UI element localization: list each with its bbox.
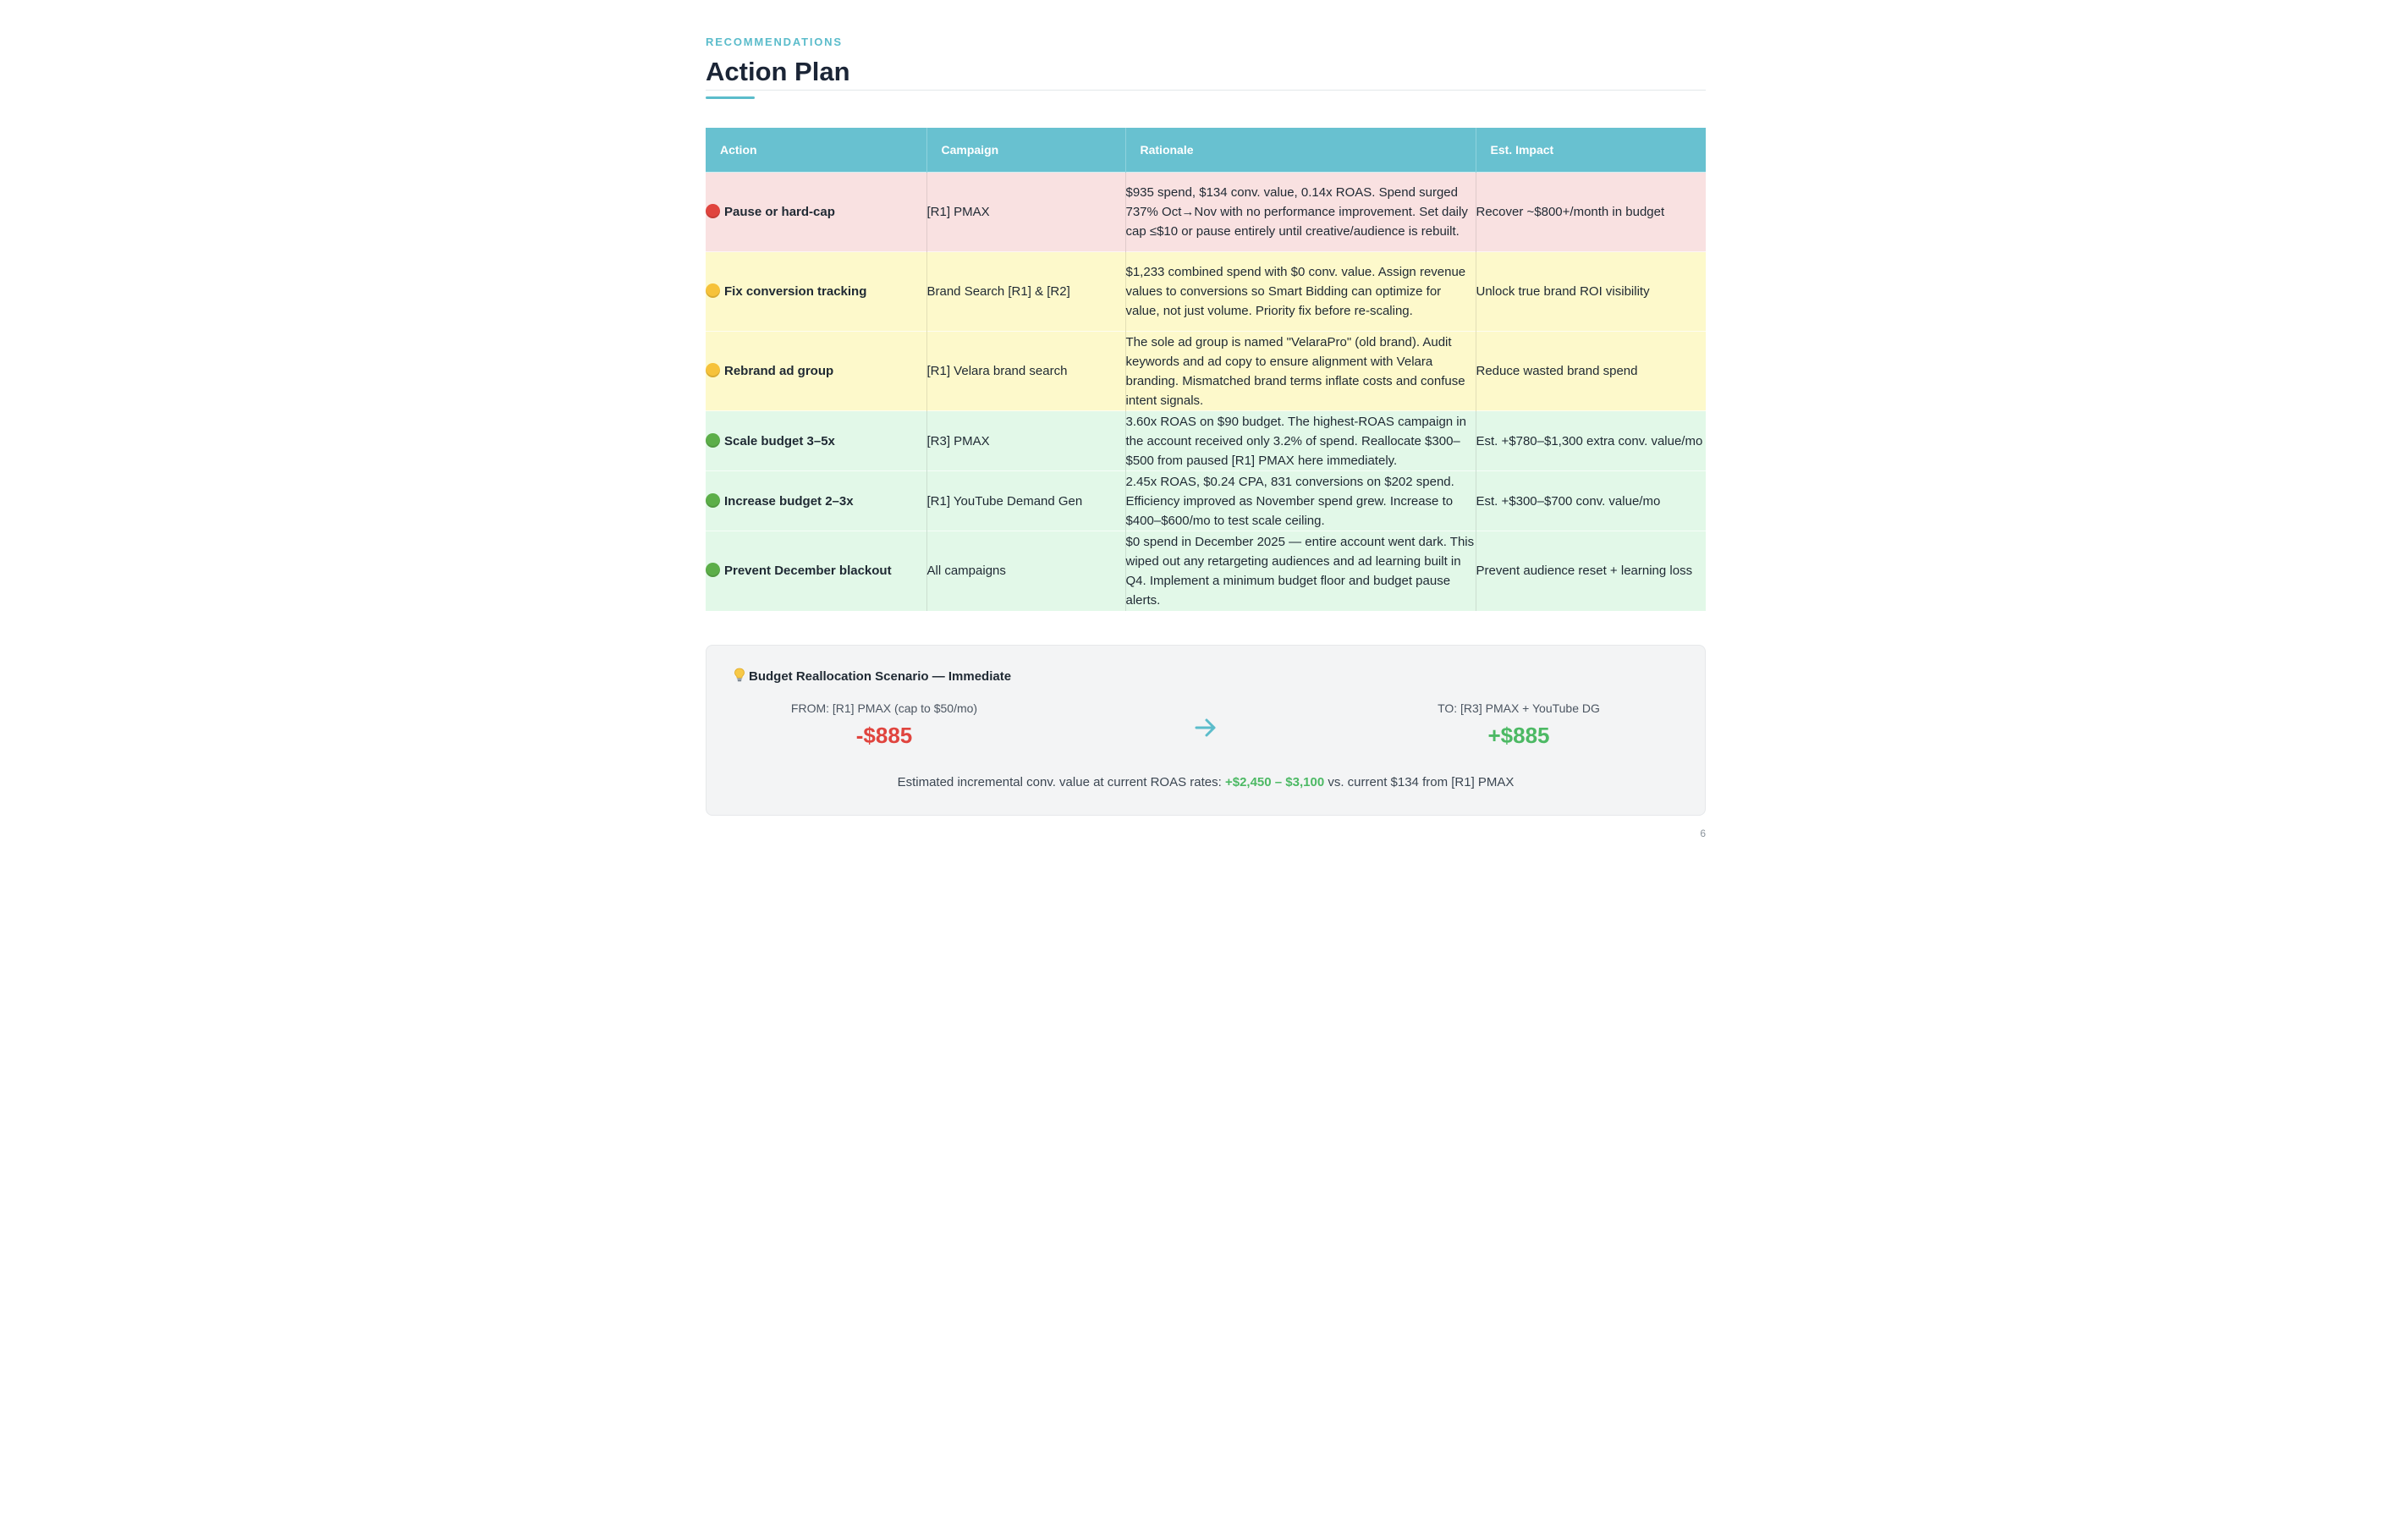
table-row (706, 411, 1706, 471)
action-cell (706, 252, 926, 332)
from-amount: -$885 (855, 722, 913, 748)
to-label: TO: [R3] PMAX + YouTube DG (1438, 701, 1600, 715)
impact-cell: Unlock true brand ROI visibility (1476, 252, 1706, 332)
campaign-cell: [R1] Velara brand search (926, 332, 1125, 411)
rationale-cell: 3.60x ROAS on $90 budget. The highest-ROAS campaign in the account received only 3.2% of spend. Reallocate $300–$500 from paused [R1] PMAX here immediately. (1125, 411, 1476, 471)
budget-reallocation-card (706, 645, 1706, 816)
rationale-cell: $0 spend in December 2025 — entire account went dark. This wiped out any retargeting audiences and ad learning built in Q4. Implement a minimum budget floor and budget pause alerts. (1125, 531, 1476, 611)
rationale-cell: $1,233 combined spend with $0 conv. value. Assign revenue values to conversions so Smart Bidding can optimize for value, not just volume. Priority fix before re-scaling. (1125, 252, 1476, 332)
action-plan-table (706, 128, 1706, 611)
title-accent-underline (706, 96, 755, 99)
column-header-rationale: Rationale (1125, 128, 1476, 173)
campaign-cell: Brand Search [R1] & [R2] (926, 252, 1125, 332)
action-cell (706, 173, 926, 252)
action-label: Prevent December blackout (724, 564, 892, 579)
action-cell (706, 332, 926, 411)
lightbulb-icon (734, 668, 745, 684)
scenario-title (734, 668, 1011, 684)
arrow-right-icon (1193, 715, 1218, 740)
scenario-title-text: Budget Reallocation Scenario — Immediate (749, 668, 1012, 684)
action-label: Rebrand ad group (724, 364, 834, 378)
page-title: Action Plan (706, 57, 850, 86)
column-header-action: Action (706, 128, 926, 173)
impact-cell: Reduce wasted brand spend (1476, 332, 1706, 411)
campaign-cell: [R1] PMAX (926, 173, 1125, 252)
green-circle-icon (706, 563, 720, 577)
footnote-prefix: Estimated incremental conv. value at current ROAS rates: (897, 774, 1225, 789)
impact-cell: Prevent audience reset + learning loss (1476, 531, 1706, 611)
impact-cell: Est. +$780–$1,300 extra conv. value/mo (1476, 411, 1706, 471)
slide-page (706, 0, 1706, 839)
from-label: FROM: [R1] PMAX (cap to $50/mo) (790, 701, 978, 715)
table-row (706, 531, 1706, 611)
column-header-impact: Est. Impact (1476, 128, 1706, 173)
footnote-highlight: +$2,450 – $3,100 (1224, 774, 1325, 789)
green-circle-icon (706, 433, 720, 448)
page-number: 6 (1700, 827, 1706, 839)
section-eyebrow: RECOMMENDATIONS (706, 36, 843, 48)
table-row (706, 173, 1706, 252)
to-amount: +$885 (1487, 722, 1550, 748)
table-row (706, 332, 1706, 411)
title-row (706, 56, 1706, 91)
action-label: Fix conversion tracking (724, 284, 867, 299)
yellow-circle-icon (706, 363, 720, 377)
action-cell (706, 531, 926, 611)
campaign-cell: All campaigns (926, 531, 1125, 611)
action-cell (706, 471, 926, 531)
footnote-suffix: vs. current $134 from [R1] PMAX (1324, 774, 1515, 789)
rationale-cell: The sole ad group is named "VelaraPro" (old brand). Audit keywords and ad copy to ensure alignment with Velara branding. Mismatched brand terms inflate costs and confuse intent signals. (1125, 332, 1476, 411)
campaign-cell: [R1] YouTube Demand Gen (926, 471, 1125, 531)
rationale-cell: $935 spend, $134 conv. value, 0.14x ROAS. Spend surged 737% Oct→Nov with no performance improvement. Set daily cap ≤$10 or pause entirely until creative/audience is rebuilt. (1125, 173, 1476, 252)
column-header-campaign: Campaign (926, 128, 1125, 173)
green-circle-icon (706, 493, 720, 508)
scenario-footnote (706, 775, 1705, 789)
yellow-circle-icon (706, 283, 720, 298)
action-cell (706, 411, 926, 471)
to-column (1350, 700, 1688, 749)
action-label: Increase budget 2–3x (724, 493, 854, 509)
impact-cell: Est. +$300–$700 conv. value/mo (1476, 471, 1706, 531)
rationale-cell: 2.45x ROAS, $0.24 CPA, 831 conversions on $202 spend. Efficiency improved as November spend grew. Increase to $400–$600/mo to test scale ceiling. (1125, 471, 1476, 531)
campaign-cell: [R3] PMAX (926, 411, 1125, 471)
impact-cell: Recover ~$800+/month in budget (1476, 173, 1706, 252)
action-label: Scale budget 3–5x (724, 433, 835, 448)
action-label: Pause or hard-cap (724, 205, 835, 219)
table-header-row (706, 128, 1706, 173)
table-row (706, 471, 1706, 531)
from-column (715, 700, 1053, 749)
table-row (706, 252, 1706, 332)
red-circle-icon (706, 204, 720, 218)
